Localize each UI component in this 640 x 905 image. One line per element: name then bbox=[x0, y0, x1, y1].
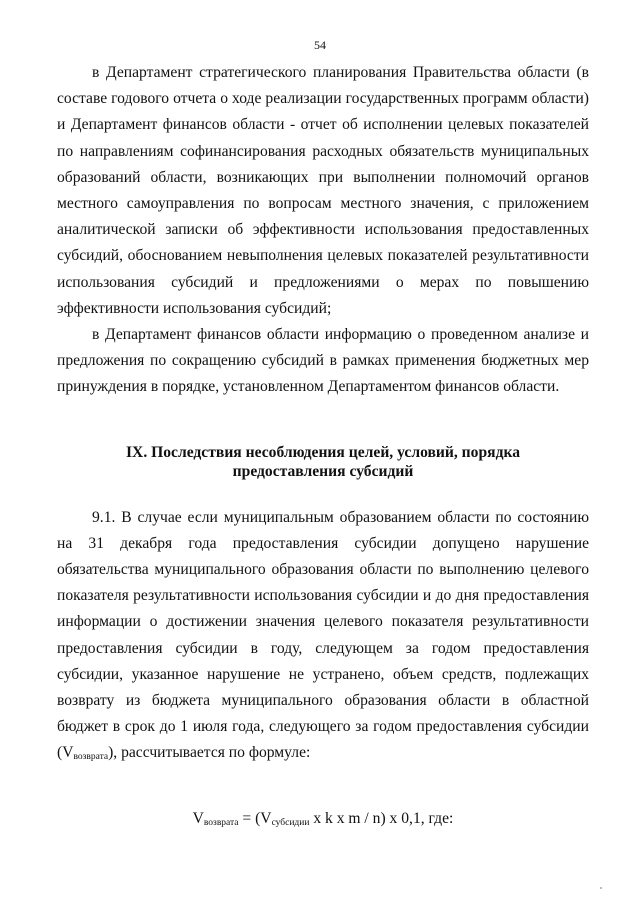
paragraph-report-strategic-planning: в Департамент стратегического планирования Правительства области (в составе годового отчета о ходе реализации государственных программ области) и Департамент финансов области - отчет об исполнении целевых показателей по направлениям софинансирования расходных обязательств муниципальных образований области, возникающих при выполнении полномочий органов местного самоуправления по вопросам местного значения, с приложением аналитической записки об эффективности использования предоставленных субсидий, обоснованием невыполнения целевых показателей результативности использования субсидий и предложениями о мерах по повышению эффективности использования субсидий; bbox=[57, 64, 589, 317]
section-heading-line-2: предоставления субсидий bbox=[232, 462, 414, 480]
section-heading-line-1: IX. Последствия несоблюдения целей, условий, порядка bbox=[125, 443, 521, 461]
paragraph-9-1 bbox=[57, 505, 589, 771]
paragraph-finance-department-analysis: в Департамент финансов области информацию о проведенном анализе и предложения по сокращению субсидий в рамках применения бюджетных мер принуждения в порядке, установленном Департаментом финансов области. bbox=[57, 326, 589, 396]
formula-subscript-subsidy: субсидии bbox=[271, 817, 310, 828]
paragraph-9-1-subscript: возврата bbox=[73, 752, 109, 763]
section-heading-ix bbox=[57, 443, 589, 481]
formula bbox=[57, 809, 589, 833]
document-body bbox=[57, 60, 589, 833]
paragraph-9-1-text: 9.1. В случае если муниципальным образованием области по состоянию на 31 декабря года предоставления субсидии допущено нарушение обязательства муниципального образования области по выполнению целевого показателя результативности использования субсидии и до дня предоставления информации о достижении значения целевого показателя результативности предоставления субсидии в году, следующем за годом предоставления субсидии, указанное нарушение не устранено, объем средств, подлежащих возврату из бюджета муниципального образования области в областной бюджет в срок до 1 июля года, следующего за годом предоставления субсидии (V bbox=[57, 508, 589, 762]
formula-tail: x k x m / n) x 0,1, где: bbox=[309, 809, 454, 827]
formula-subscript-return: возврата bbox=[203, 817, 239, 828]
formula-middle: = (V bbox=[238, 809, 272, 827]
paragraph-9-1-text-end: ), рассчитывается по формуле: bbox=[108, 744, 311, 762]
scan-speck bbox=[600, 887, 602, 889]
page-number: 54 bbox=[314, 38, 326, 52]
formula-v: V bbox=[192, 809, 204, 827]
